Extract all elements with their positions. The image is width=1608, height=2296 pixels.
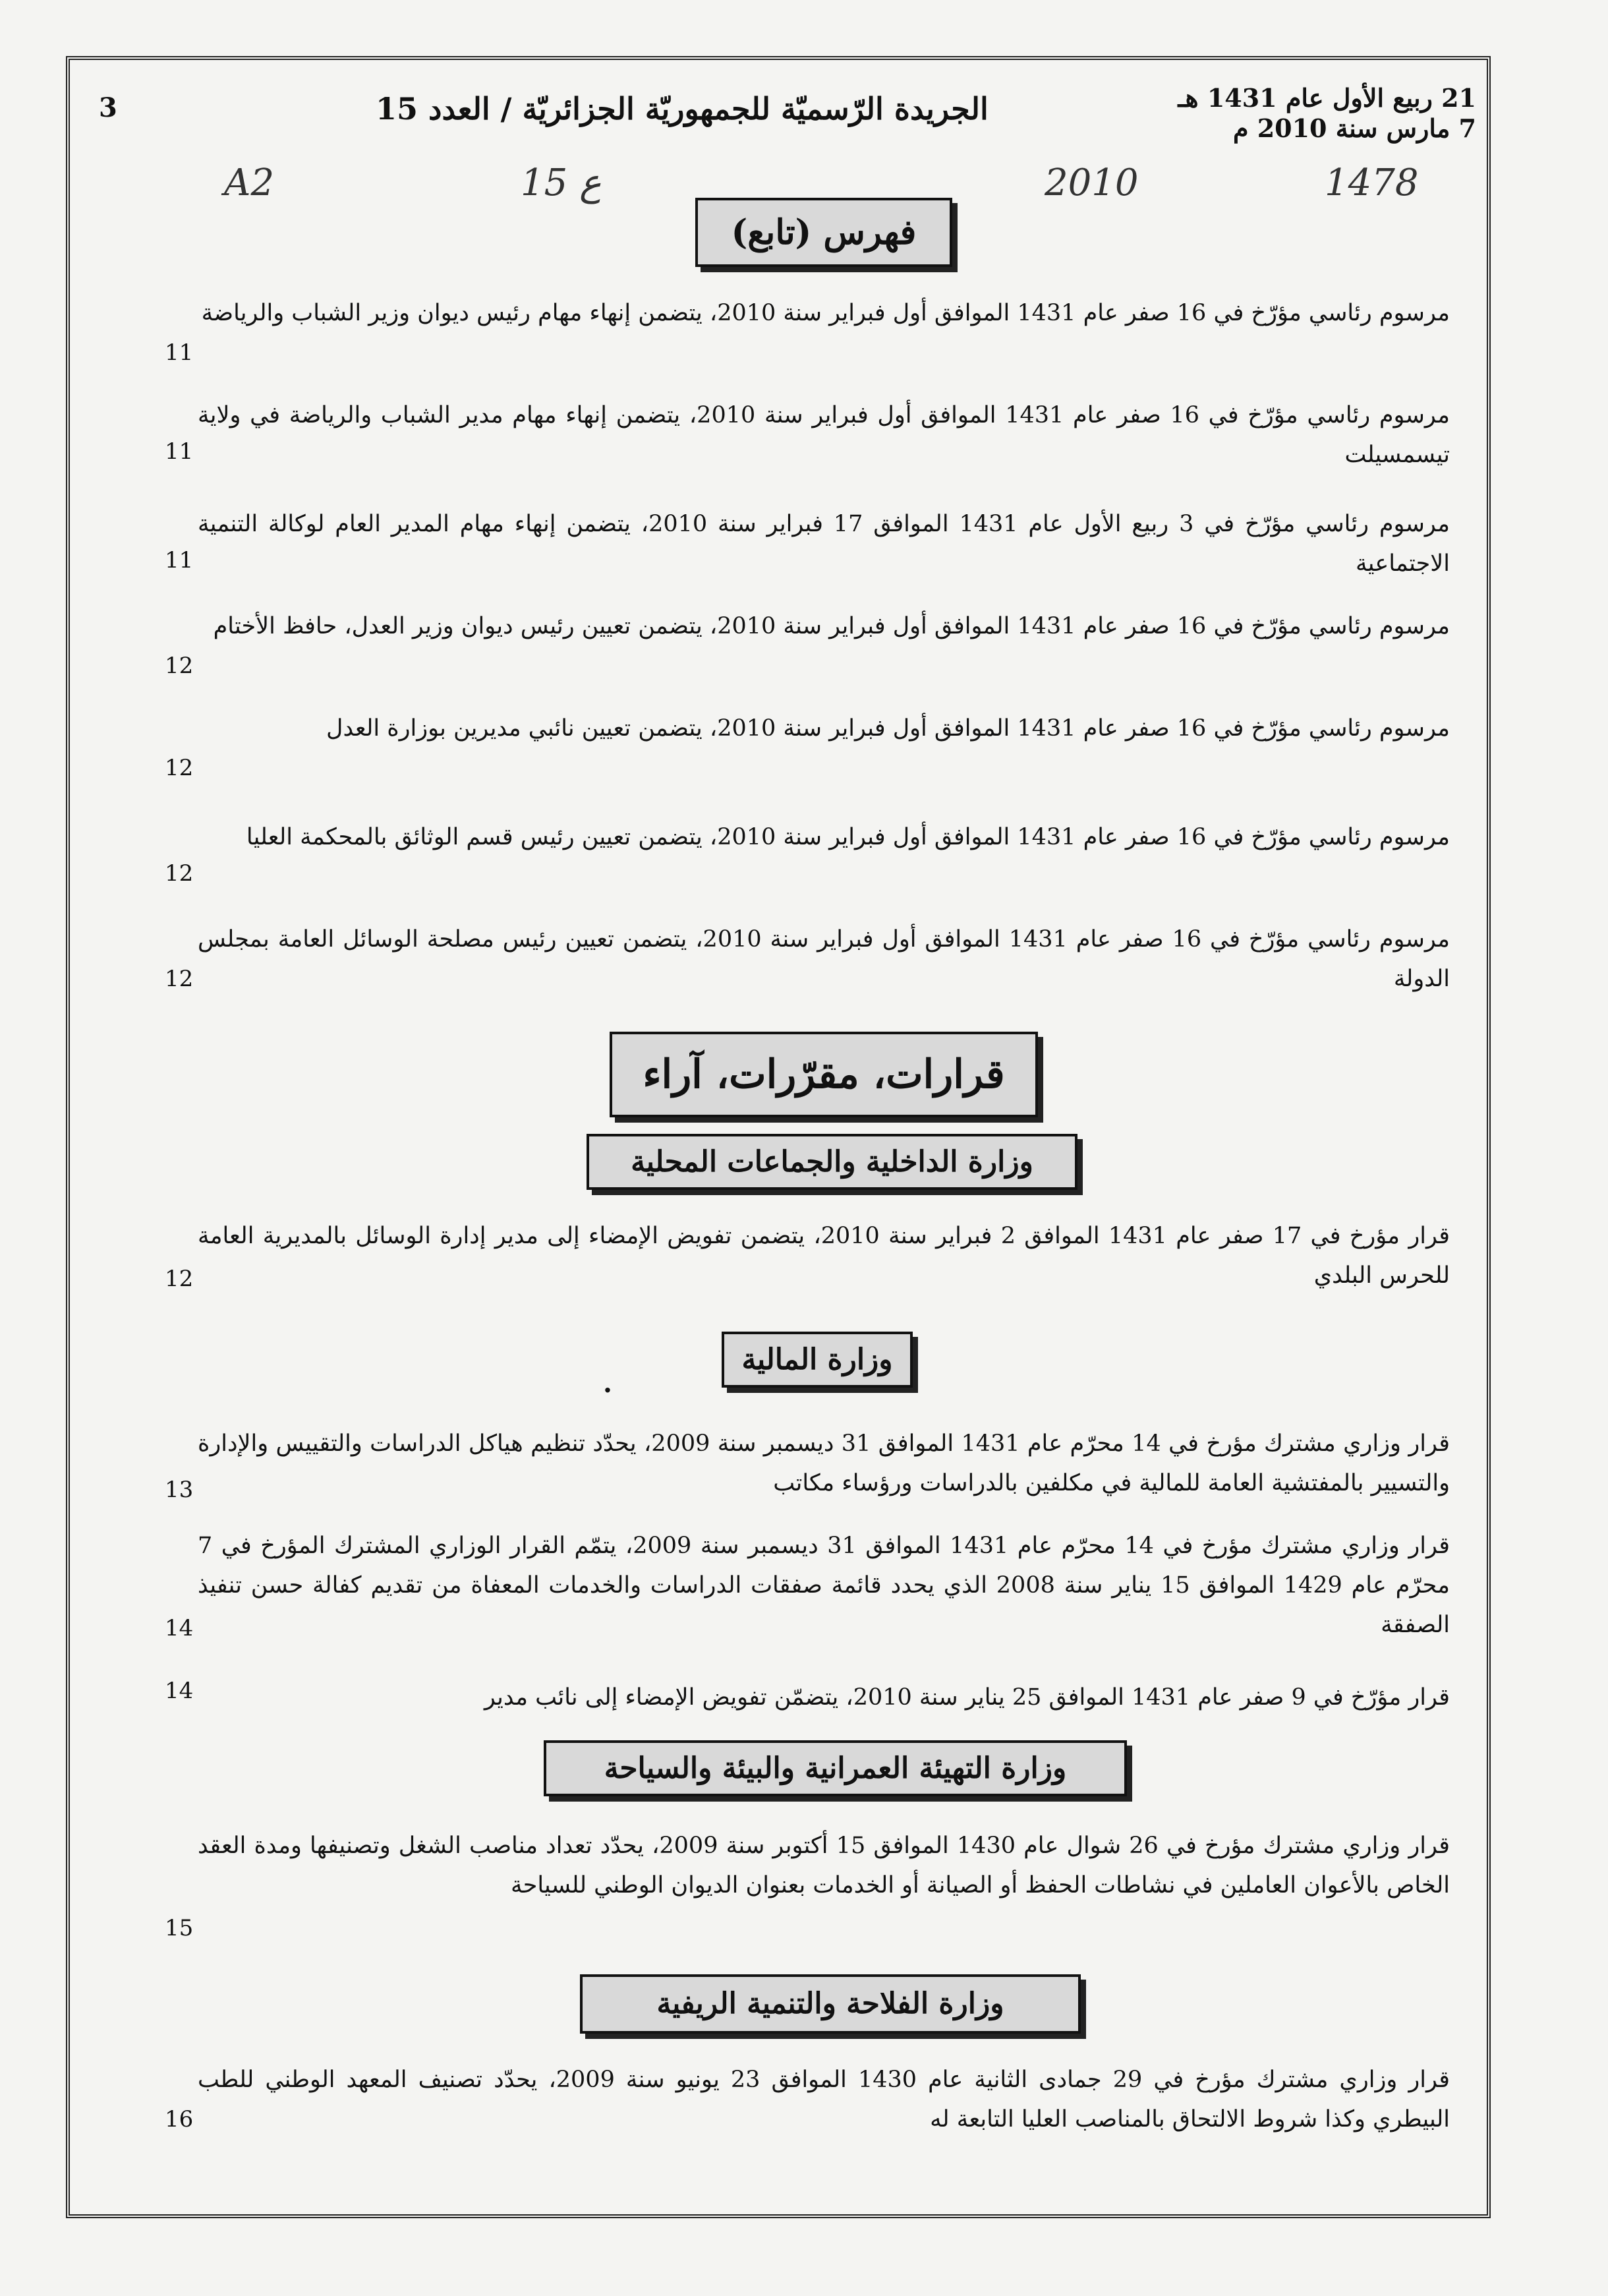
entry-text: قرار وزاري مشترك مؤرخ في 14 محرّم عام 1431 الموافق 31 ديسمبر سنة 2009، يحدّد تنظيم هياكل الدراسات والتقييس والإدارة والتسيير بالمفتشية العامة للمالية في مكلفين بالدراسات ورؤساء مكاتب [198, 1430, 1450, 1496]
index-entry [198, 504, 1450, 583]
page-header [99, 83, 1483, 143]
index-entry [198, 1826, 1450, 1905]
handwritten-note: A2 [224, 162, 275, 204]
entry-text: قرار وزاري مشترك مؤرخ في 14 محرّم عام 1431 الموافق 31 ديسمبر سنة 2009، يتمّم القرار الوزاري المشترك المؤرخ في 7 محرّم عام 1429 الموافق 15 يناير سنة 2008 الذي يحدد قائمة صفقات الدراسات والخدمات المعفاة من تقديم كفالة حسن تنفيذ الصفقة [198, 1533, 1450, 1638]
ministry-title: وزارة التهيئة العمرانية والبيئة والسياحة [544, 1740, 1127, 1796]
date-hijri: 21 ربيع الأول عام 1431 هـ [1178, 83, 1476, 113]
entry-page: 11 [165, 339, 194, 366]
index-title: فهرس (تابع) [695, 198, 952, 267]
entry-page: 11 [165, 438, 194, 465]
ministry-title: وزارة الداخلية والجماعات المحلية [587, 1134, 1077, 1190]
entry-page: 12 [165, 860, 194, 887]
ministry-title: وزارة المالية [722, 1332, 913, 1388]
entry-page: 15 [165, 1915, 194, 1941]
index-entry [198, 1526, 1450, 1645]
handwritten-note: 15 ع [521, 162, 602, 204]
issue-date [1178, 83, 1476, 144]
entry-text: قرار مؤرخ في 17 صفر عام 1431 الموافق 2 فبراير سنة 2010، يتضمن تفويض الإمضاء إلى مدير إدارة الوسائل بالمديرية العامة للحرس البلدي [198, 1223, 1450, 1289]
entry-page: 14 [165, 1678, 194, 1704]
entry-text: مرسوم رئاسي مؤرّخ في 16 صفر عام 1431 الموافق أول فبراير سنة 2010، يتضمن تعيين رئيس مصلحة الوسائل العامة بمجلس الدولة [198, 926, 1450, 992]
entry-text: مرسوم رئاسي مؤرّخ في 16 صفر عام 1431 الموافق أول فبراير سنة 2010، يتضمن تعيين رئيس ديوان وزير العدل، حافظ الأختام [213, 613, 1450, 639]
entry-text: قرار مؤرّخ في 9 صفر عام 1431 الموافق 25 يناير سنة 2010، يتضمّن تفويض الإمضاء إلى نائب مدير [484, 1684, 1450, 1711]
page-number: 3 [99, 92, 117, 123]
ministry-title: وزارة الفلاحة والتنمية الريفية [580, 1974, 1081, 2034]
gazette-title: الجريدة الرّسميّة للجمهوريّة الجزائريّة / العدد 15 [376, 91, 989, 127]
index-entry [198, 1678, 1450, 1717]
entry-page: 13 [165, 1477, 194, 1503]
index-entry [198, 2060, 1450, 2139]
handwritten-note: 2010 [1045, 162, 1139, 204]
section-title: قرارات، مقرّرات، آراء [610, 1032, 1038, 1117]
index-entry [198, 1216, 1450, 1295]
entry-page: 14 [165, 1615, 194, 1641]
entry-page: 16 [165, 2106, 194, 2133]
stray-mark: . [603, 1368, 612, 1399]
entry-text: قرار وزاري مشترك مؤرخ في 29 جمادى الثانية عام 1430 الموافق 23 يونيو سنة 2009، يحدّد تصنيف المعهد الوطني للطب البيطري وكذا شروط الالتحاق بالمناصب العليا التابعة له [198, 2067, 1450, 2133]
index-entry [198, 396, 1450, 475]
index-entry [198, 1424, 1450, 1503]
entry-page: 12 [165, 966, 194, 992]
entry-page: 12 [165, 653, 194, 679]
index-entry [198, 920, 1450, 999]
entry-text: مرسوم رئاسي مؤرّخ في 16 صفر عام 1431 الموافق أول فبراير سنة 2010، يتضمن تعيين نائبي مديرين بوزارة العدل [326, 715, 1450, 742]
index-entry [198, 817, 1450, 857]
index-entry [198, 606, 1450, 646]
entry-page: 12 [165, 755, 194, 781]
date-gregorian: 7 مارس سنة 2010 م [1232, 113, 1476, 143]
entry-text: مرسوم رئاسي مؤرّخ في 16 صفر عام 1431 الموافق أول فبراير سنة 2010، يتضمن إنهاء مهام مدير الشباب والرياضة في ولاية تيسمسيلت [198, 402, 1450, 468]
handwritten-note: 1478 [1325, 162, 1419, 204]
entry-text: مرسوم رئاسي مؤرّخ في 16 صفر عام 1431 الموافق أول فبراير سنة 2010، يتضمن تعيين رئيس قسم الوثائق بالمحكمة العليا [246, 824, 1450, 850]
entry-text: مرسوم رئاسي مؤرّخ في 3 ربيع الأول عام 1431 الموافق 17 فبراير سنة 2010، يتضمن إنهاء مهام المدير العام لوكالة التنمية الاجتماعية [198, 511, 1450, 577]
entry-page: 12 [165, 1266, 194, 1292]
index-entry [198, 709, 1450, 748]
entry-text: قرار وزاري مشترك مؤرخ في 26 شوال عام 1430 الموافق 15 أكتوبر سنة 2009، يحدّد تعداد مناصب الشغل وتصنيفها ومدة العقد الخاص بالأعوان العاملين في نشاطات الحفظ أو الصيانة أو الخدمات بعنوان الديوان الوطني للسياحة [198, 1833, 1450, 1899]
index-entry [198, 293, 1450, 333]
entry-page: 11 [165, 547, 194, 574]
entry-text: مرسوم رئاسي مؤرّخ في 16 صفر عام 1431 الموافق أول فبراير سنة 2010، يتضمن إنهاء مهام رئيس ديوان وزير الشباب والرياضة [201, 300, 1450, 326]
